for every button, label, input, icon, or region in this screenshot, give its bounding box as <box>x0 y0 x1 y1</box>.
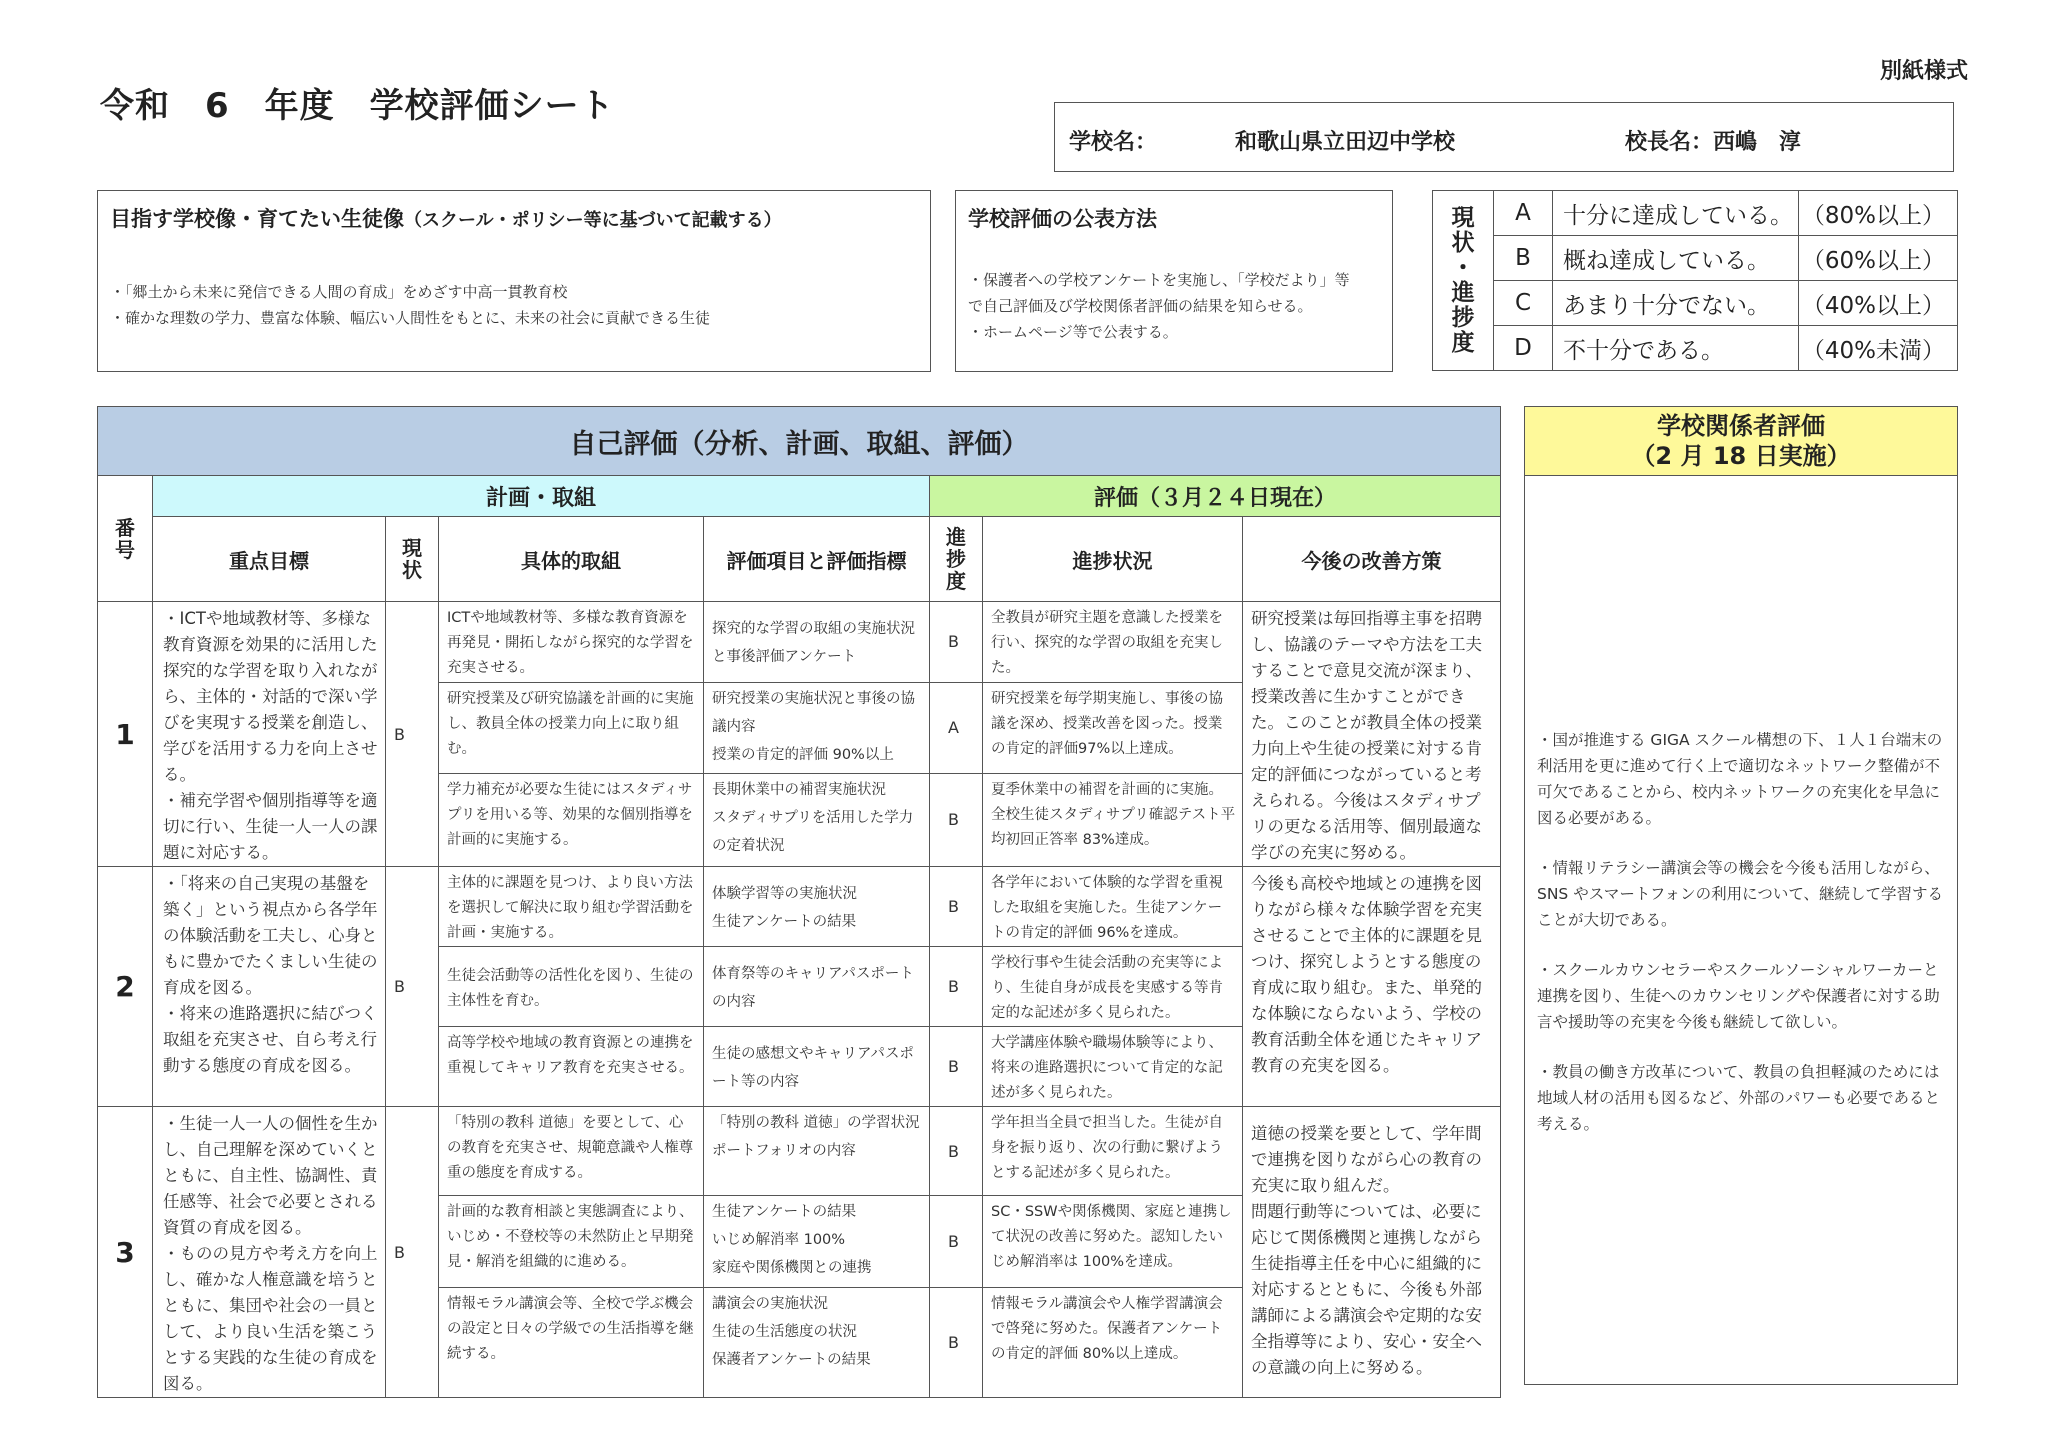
eval-header: 評価（３月２４日現在） <box>930 476 1501 517</box>
grade-legend <box>1432 190 1958 371</box>
focus-goal: ・ICTや地域教材等、多様な教育資源を効果的に活用した探究的な学習を取り入れながら、主体的・対話的で深い学びを実現する授業を創造し、学びを活用する力を向上させる。 ・補充学習や個別指導等を適切に行い、生徒一人一人の課題に対応する。 <box>153 602 386 867</box>
school-info-box <box>1054 102 1954 172</box>
focus-goal: ・「将来の自己実現の基盤を築く」という視点から各学年の体験活動を工夫し、心身ともに豊かでたくましい生徒の育成を図る。 ・将来の進路選択に結びつく取組を充実させ、自ら考え行動する態度の育成を図る。 <box>153 867 386 1107</box>
items-cell: 「特別の教科 道徳」の学習状況 ポートフォリオの内容 <box>704 1107 930 1196</box>
action-cell: ICTや地域教材等、多様な教育資源を再発見・開拓しながら探究的な学習を充実させる。 <box>439 602 704 683</box>
grade-text: あまり十分でない。 <box>1553 281 1799 326</box>
progress-grade: B <box>930 867 983 947</box>
col-status-header: 現 状 <box>386 517 439 602</box>
progress-grade: B <box>930 1027 983 1107</box>
action-cell: 研究授業及び研究協議を計画的に実施し、教員全体の授業力向上に取り組む。 <box>439 682 704 773</box>
self-evaluation-table <box>97 406 1501 1398</box>
stakeholder-comment: ・国が推進する GIGA スクール構想の下、１人１台端末の利活用を更に進めて行く上で適切なネットワーク整備が不可欠であることから、校内ネットワークの充実化を早急に図る必要がある。 <box>1537 731 1943 827</box>
col-number-header: 番 号 <box>98 476 153 602</box>
grade-letter: A <box>1494 191 1553 236</box>
action-cell: 主体的に課題を見つけ、より良い方法を選択して解決に取り組む学習活動を計画・実施する。 <box>439 867 704 947</box>
items-cell: 生徒アンケートの結果 いじめ解消率 100% 家庭や関係機関との連携 <box>704 1196 930 1287</box>
section-number: 3 <box>98 1107 153 1398</box>
status-grade: B <box>386 1107 439 1398</box>
action-cell: 学力補充が必要な生徒にはスタディサプリを用いる等、効果的な個別指導を計画的に実施する。 <box>439 773 704 866</box>
grade-percent: （60%以上） <box>1798 236 1957 281</box>
section-number: 2 <box>98 867 153 1107</box>
progress-cell: 夏季休業中の補習を計画的に実施。全校生徒スタディサプリ確認テスト平均初回正答率 83%達成。 <box>983 773 1243 866</box>
stakeholder-eval-header: 学校関係者評価 （2 月 18 日実施） <box>1524 406 1958 476</box>
progress-grade: A <box>930 682 983 773</box>
items-cell: 探究的な学習の取組の実施状況と事後評価アンケート <box>704 602 930 683</box>
grade-letter: C <box>1494 281 1553 326</box>
progress-cell: SC・SSWや関係機関、家庭と連携して状況の改善に努めた。認知したいじめ解消率は 100%を達成。 <box>983 1196 1243 1287</box>
action-cell: 計画的な教育相談と実態調査により、いじめ・不登校等の未然防止と早期発見・解消を組織的に進める。 <box>439 1196 704 1287</box>
status-grade: B <box>386 867 439 1107</box>
action-cell: 高等学校や地域の教育資源との連携を重視してキャリア教育を充実させる。 <box>439 1027 704 1107</box>
col-items-header: 評価項目と評価指標 <box>704 517 930 602</box>
vision-text: ・「郷土から未来に発信できる人間の育成」をめざす中高一貫教育校 ・確かな理数の学力、豊富な体験、幅広い人間性をもとに、未来の社会に貢献できる生徒 <box>110 283 711 327</box>
plan-header: 計画・取組 <box>153 476 930 517</box>
items-cell: 体育祭等のキャリアパスポートの内容 <box>704 947 930 1027</box>
col-prog-header: 進 捗 度 <box>930 517 983 602</box>
section-number: 1 <box>98 602 153 867</box>
grade-percent: （40%以上） <box>1798 281 1957 326</box>
items-cell: 講演会の実施状況 生徒の生活態度の状況 保護者アンケートの結果 <box>704 1287 930 1397</box>
progress-cell: 大学講座体験や職場体験等により、将来の進路選択について肯定的な記述が多く見られた。 <box>983 1027 1243 1107</box>
grade-percent: （80%以上） <box>1798 191 1957 236</box>
school-name: 和歌山県立田辺中学校 <box>1235 130 1456 155</box>
publish-title: 学校評価の公表方法 <box>968 207 1157 231</box>
action-cell: 情報モラル講演会等、全校で学ぶ機会の設定と日々の学級での生活指導を継続する。 <box>439 1287 704 1397</box>
progress-grade: B <box>930 773 983 866</box>
col-improve-header: 今後の改善方策 <box>1243 517 1501 602</box>
progress-cell: 情報モラル講演会や人権学習講演会で啓発に努めた。保護者アンケートの肯定的評価 80%以上達成。 <box>983 1287 1243 1397</box>
stakeholder-eval-body <box>1524 475 1958 1385</box>
grade-text: 概ね達成している。 <box>1553 236 1799 281</box>
progress-grade: B <box>930 947 983 1027</box>
grade-legend-label: 現 状 ・ 進 捗 度 <box>1433 191 1494 371</box>
self-eval-title: 自己評価（分析、計画、取組、評価） <box>98 407 1501 476</box>
improvement-cell: 研究授業は毎回指導主事を招聘し、協議のテーマや方法を工夫することで意見交流が深まり、授業改善に生かすことができた。このことが教員全体の授業力向上や生徒の授業に対する肯定的評価につながっていると考えられる。今後はスタディサプリの更なる活用等、個別最適な学びの充実に努める。 <box>1243 602 1501 867</box>
focus-goal: ・生徒一人一人の個性を生かし、自己理解を深めていくとともに、自主性、協調性、責任感等、社会で必要とされる資質の育成を図る。 ・ものの見方や考え方を向上し、確かな人権意識を培うとともに、集団や社会の一員として、より良い生活を築こうとする実践的な生徒の育成を図る。 <box>153 1107 386 1398</box>
items-cell: 生徒の感想文やキャリアパスポート等の内容 <box>704 1027 930 1107</box>
publish-text: ・保護者への学校アンケートを実施し、「学校だより」等 で自己評価及び学校関係者評価の結果を知らせる。 ・ホームページ等で公表する。 <box>968 271 1350 341</box>
col-goal-header: 重点目標 <box>153 517 386 602</box>
progress-grade: B <box>930 602 983 683</box>
col-action-header: 具体的取組 <box>439 517 704 602</box>
grade-letter: B <box>1494 236 1553 281</box>
grade-letter: D <box>1494 326 1553 371</box>
progress-cell: 学校行事や生徒会活動の充実等により、生徒自身が成長を実感する等肯定的な記述が多く見られた。 <box>983 947 1243 1027</box>
stakeholder-comment: ・スクールカウンセラーやスクールソーシャルワーカーと連携を図り、生徒へのカウンセリングや保護者に対する助言や援助等の充実を今後も継続して欲しい。 <box>1537 961 1940 1031</box>
grade-text: 十分に達成している。 <box>1553 191 1799 236</box>
progress-cell: 各学年において体験的な学習を重視した取組を実施した。生徒アンケートの肯定的評価 96%を達成。 <box>983 867 1243 947</box>
col-progress-header: 進捗状況 <box>983 517 1243 602</box>
progress-cell: 学年担当全員で担当した。生徒が自身を振り返り、次の行動に繋げようとする記述が多く見られた。 <box>983 1107 1243 1196</box>
improvement-cell: 道徳の授業を要として、学年間で連携を図りながら心の教育の充実に取り組んだ。 問題行動等については、必要に応じて関係機関と連携しながら生徒指導主任を中心に組織的に対応するとともに、今後も外部講師による講演会や定期的な安全指導等により、安心・安全への意識の向上に努める。 <box>1243 1107 1501 1398</box>
vision-box <box>97 190 931 372</box>
improvement-cell: 今後も高校や地域との連携を図りながら様々な体験学習を充実させることで主体的に課題を見つけ、探究しようとする態度の育成に取り組む。また、単発的な体験にならないよう、学校の教育活動全体を通じたキャリア教育の充実を図る。 <box>1243 867 1501 1107</box>
progress-grade: B <box>930 1196 983 1287</box>
school-label: 学校名： <box>1069 130 1158 155</box>
action-cell: 生徒会活動等の活性化を図り、生徒の主体性を育む。 <box>439 947 704 1027</box>
items-cell: 研究授業の実施状況と事後の協議内容 授業の肯定的評価 90%以上 <box>704 682 930 773</box>
grade-text: 不十分である。 <box>1553 326 1799 371</box>
principal-name: 校長名：西嶋 淳 <box>1625 130 1802 155</box>
grade-percent: （40%未満） <box>1798 326 1957 371</box>
page-title: 令和 6 年度 学校評価シート <box>100 86 615 126</box>
form-label: 別紙様式 <box>1879 59 1968 84</box>
items-cell: 体験学習等の実施状況 生徒アンケートの結果 <box>704 867 930 947</box>
progress-grade: B <box>930 1287 983 1397</box>
action-cell: 「特別の教科 道徳」を要として、心の教育を充実させ、規範意識や人権尊重の態度を育成する。 <box>439 1107 704 1196</box>
progress-grade: B <box>930 1107 983 1196</box>
progress-cell: 全教員が研究主題を意識した授業を行い、探究的な学習の取組を充実した。 <box>983 602 1243 683</box>
vision-title: 目指す学校像・育てたい生徒像（スクール・ポリシー等に基づいて記載する） <box>110 207 782 231</box>
items-cell: 長期休業中の補習実施状況 スタディサプリを活用した学力の定着状況 <box>704 773 930 866</box>
publish-box <box>955 190 1393 372</box>
status-grade: B <box>386 602 439 867</box>
progress-cell: 研究授業を毎学期実施し、事後の協議を深め、授業改善を図った。授業の肯定的評価97%以上達成。 <box>983 682 1243 773</box>
stakeholder-comment: ・情報リテラシー講演会等の機会を今後も活用しながら、SNS やスマートフォンの利用について、継続して学習することが大切である。 <box>1537 859 1944 929</box>
stakeholder-comment: ・教員の働き方改革について、教員の負担軽減のためには地域人材の活用も図るなど、外部のパワーも必要であると考える。 <box>1537 1063 1941 1133</box>
